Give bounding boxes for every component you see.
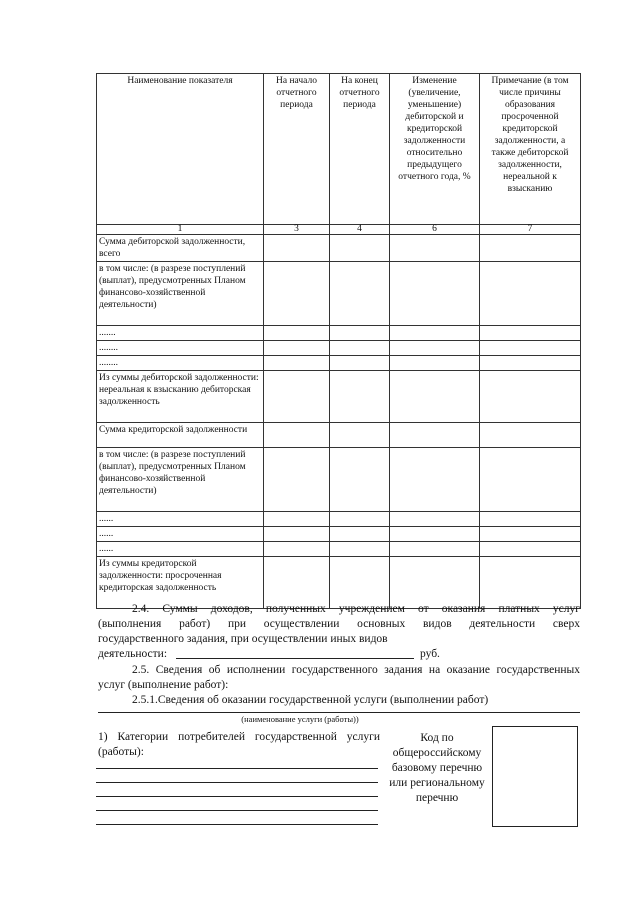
- service-name-blank: [98, 712, 580, 713]
- registry-code-label-line: или региональному: [389, 777, 485, 789]
- consumer-blank-line: [96, 782, 378, 783]
- income-amount-blank: [176, 658, 414, 659]
- section-2-4-line-3: государственного задания, при осуществлении иных видов: [98, 633, 388, 645]
- row-label: ........: [97, 341, 264, 356]
- table-row: [97, 371, 581, 423]
- currency-label: руб.: [420, 648, 440, 660]
- row-label: ......: [97, 542, 264, 557]
- table-row: [97, 512, 581, 527]
- header-period-end: На конец отчетного периода: [330, 74, 390, 225]
- table-row: [97, 557, 581, 609]
- row-label: Из суммы кредиторской задолженности: просроченная кредиторская задолженность: [97, 557, 264, 609]
- section-2-5-line-1: 2.5. Сведения об исполнении государственного задания на оказание государственных: [132, 664, 580, 676]
- column-number: 1: [97, 225, 264, 235]
- row-label: Сумма кредиторской задолженности: [97, 423, 264, 448]
- table-row: [97, 356, 581, 371]
- column-number: 4: [330, 225, 390, 235]
- table-row: [97, 341, 581, 356]
- column-number: 7: [480, 225, 581, 235]
- registry-code-label-line: общероссийскому: [392, 747, 482, 759]
- header-note: Примечание (в том числе причины образования просроченной кредиторской задолженности, а также дебиторской задолженности, нереальной к взысканию: [480, 74, 581, 225]
- registry-code-box[interactable]: [492, 726, 578, 827]
- header-period-start: На начало отчетного периода: [264, 74, 330, 225]
- row-label: .......: [97, 326, 264, 341]
- header-indicator-name: Наименование показателя: [97, 74, 264, 225]
- row-label: Сумма дебиторской задолженности, всего: [97, 235, 264, 262]
- table-row: [97, 423, 581, 448]
- table-row: [97, 448, 581, 512]
- consumer-blank-line: [96, 824, 378, 825]
- row-label: в том числе: (в разрезе поступлений (выплат), предусмотренных Планом финансово-хозяйственной деятельности): [97, 262, 264, 326]
- consumer-categories-line-2: (работы):: [98, 746, 144, 758]
- service-name-caption: (наименование услуги (работы)): [241, 714, 359, 724]
- header-change-percent: Изменение (увеличение, уменьшение) дебиторской и кредиторской задолженности относительно предыдущего отчетного года, %: [390, 74, 480, 225]
- section-2-4-line-2: (выполнения работ) при осуществлении основных видов деятельности сверх: [98, 618, 580, 630]
- column-number-row: [97, 225, 581, 235]
- receivables-payables-table: [96, 73, 581, 609]
- table-row: [97, 326, 581, 341]
- registry-code-label-line: перечню: [415, 792, 459, 804]
- consumer-blank-line: [96, 796, 378, 797]
- consumer-categories-line-1: 1) Категории потребителей государственной услуги: [98, 731, 380, 743]
- section-2-4-line-1: 2.4. Суммы доходов, полученных учреждением от оказания платных услуг: [132, 603, 580, 615]
- row-label: Из суммы дебиторской задолженности: нереальная к взысканию дебиторская задолженность: [97, 371, 264, 423]
- column-number: 6: [390, 225, 480, 235]
- consumer-blank-line: [96, 810, 378, 811]
- section-2-5-line-2: услуг (выполнение работ):: [98, 679, 229, 691]
- registry-code-label-line: Код по: [420, 732, 454, 744]
- row-label: в том числе: (в разрезе поступлений (выплат), предусмотренных Планом финансово-хозяйственной деятельности): [97, 448, 264, 512]
- table-row: [97, 235, 581, 262]
- row-label: ......: [97, 527, 264, 542]
- table-header-row: [97, 74, 581, 225]
- table-row: [97, 527, 581, 542]
- table-row: [97, 542, 581, 557]
- consumer-blank-line: [96, 768, 378, 769]
- registry-code-label-line: базовому перечню: [391, 762, 483, 774]
- row-label: ........: [97, 356, 264, 371]
- section-2-4-line-4-prefix: деятельности:: [98, 648, 168, 660]
- table-row: [97, 262, 581, 326]
- section-2-5-1-title: 2.5.1.Сведения об оказании государственной услуги (выполнении работ): [132, 694, 489, 706]
- registry-code-label: [382, 731, 492, 806]
- row-label: ......: [97, 512, 264, 527]
- column-number: 3: [264, 225, 330, 235]
